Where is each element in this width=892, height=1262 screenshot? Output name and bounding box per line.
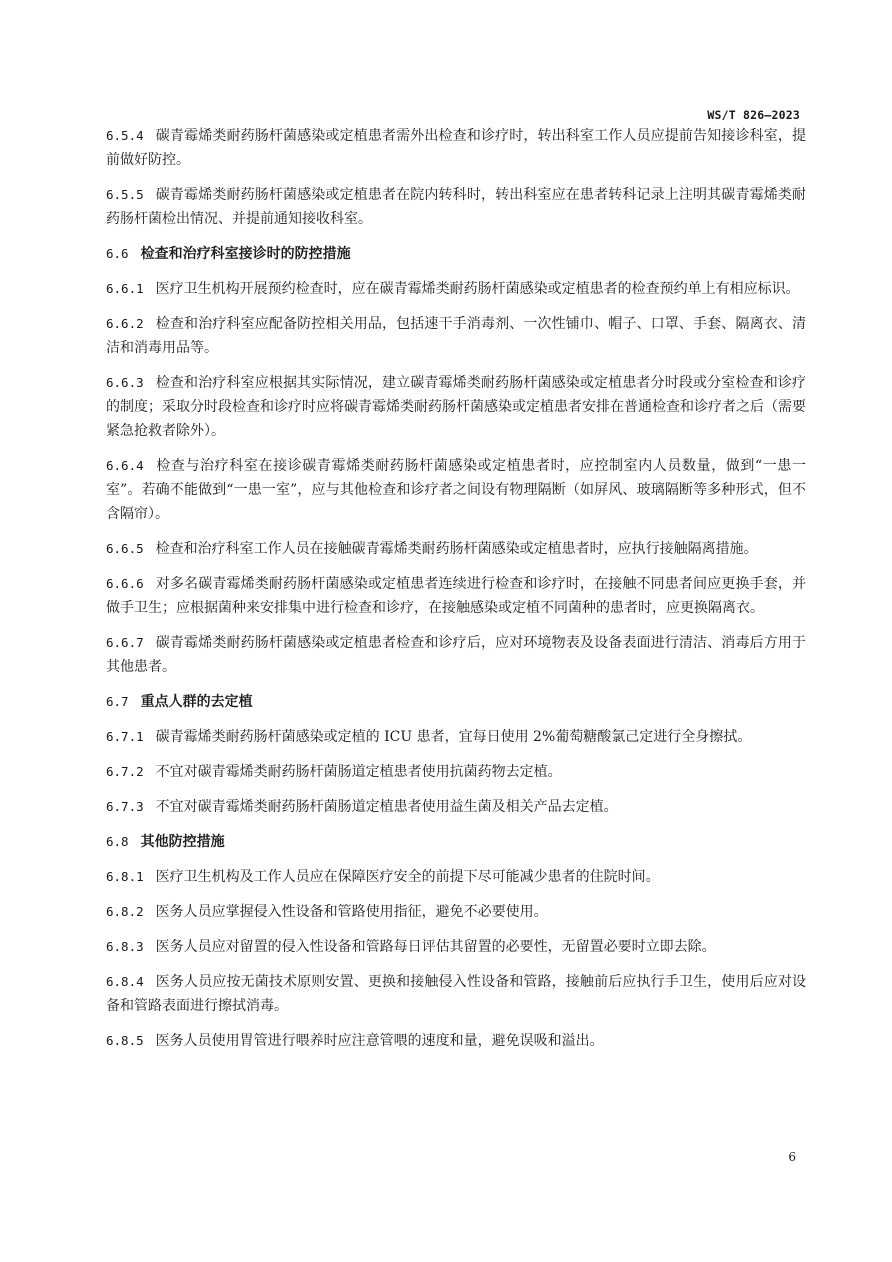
clause-number: 6.7.2 [106, 764, 144, 779]
standard-code: WS/T 826—2023 [707, 108, 800, 122]
clause-text: 碳青霉烯类耐药肠杆菌感染或定植患者在院内转科时，转出科室应在患者转科记录上注明其碳青霉烯类耐药肠杆菌检出情况、并提前通知接收科室。 [106, 187, 806, 227]
clause-number: 6.7.1 [106, 729, 144, 744]
clause-6-6-7 [106, 631, 806, 679]
clause-text: 医疗卫生机构及工作人员应在保障医疗安全的前提下尽可能减少患者的住院时间。 [155, 869, 660, 885]
clause-6-7-2 [106, 760, 806, 784]
clause-text: 检查和治疗科室工作人员在接触碳青霉烯类耐药肠杆菌感染或定植患者时，应执行接触隔离措施。 [155, 541, 758, 557]
clause-6-6-5 [106, 537, 806, 561]
clause-6-5-5 [106, 183, 806, 231]
clause-text: 医务人员应掌握侵入性设备和管路使用指征，避免不必要使用。 [155, 904, 548, 920]
clause-text: 检查与治疗科室在接诊碳青霉烯类耐药肠杆菌感染或定植患者时，应控制室内人员数量，做到“一患一室”。若确不能做到“一患一室”，应与其他检查和诊疗者之间设有物理隔断（如屏风、玻璃隔断等多种形式，但不含隔帘）。 [106, 458, 806, 522]
clause-text: 医务人员应按无菌技术原则安置、更换和接触侵入性设备和管路，接触前后应执行手卫生，使用后应对设备和管路表面进行擦拭消毒。 [106, 974, 806, 1014]
clause-number: 6.7.3 [106, 799, 144, 814]
clause-number: 6.6.4 [106, 458, 144, 473]
clause-text: 不宜对碳青霉烯类耐药肠杆菌肠道定植患者使用益生菌及相关产品去定植。 [155, 799, 618, 815]
section-heading-6-7 [106, 690, 806, 714]
clause-number: 6.8.1 [106, 869, 144, 884]
page-number: 6 [788, 1150, 796, 1164]
clause-number: 6.8.5 [106, 1033, 144, 1048]
clause-text: 医疗卫生机构开展预约检查时，应在碳青霉烯类耐药肠杆菌感染或定植患者的检查预约单上有相应标识。 [155, 281, 800, 297]
section-title: 重点人群的去定植 [140, 694, 253, 710]
clause-6-6-6 [106, 572, 806, 620]
clause-text: 不宜对碳青霉烯类耐药肠杆菌肠道定植患者使用抗菌药物去定植。 [155, 764, 562, 780]
clause-6-6-2 [106, 312, 806, 360]
clause-6-7-3 [106, 795, 806, 819]
clause-6-6-4 [106, 454, 806, 526]
clause-text: 检查和治疗科室应配备防控相关用品，包括速干手消毒剂、一次性铺巾、帽子、口罩、手套、隔离衣、清洁和消毒用品等。 [106, 316, 806, 356]
clause-number: 6.8.2 [106, 904, 144, 919]
clause-number: 6.6.2 [106, 316, 144, 331]
clause-number: 6.6.7 [106, 635, 144, 650]
clause-text: 医务人员应对留置的侵入性设备和管路每日评估其留置的必要性，无留置必要时立即去除。 [155, 939, 716, 955]
clause-number: 6.5.4 [106, 128, 144, 143]
clause-text: 对多名碳青霉烯类耐药肠杆菌感染或定植患者连续进行检查和诊疗时，在接触不同患者间应更换手套，并做手卫生；应根据菌种来安排集中进行检查和诊疗，在接触感染或定植不同菌种的患者时，应更换隔离衣。 [106, 576, 806, 616]
clause-6-6-3 [106, 371, 806, 443]
section-title: 其他防控措施 [140, 834, 225, 850]
clause-6-5-4 [106, 124, 806, 172]
clause-6-8-4 [106, 970, 806, 1018]
clause-text: 碳青霉烯类耐药肠杆菌感染或定植患者检查和诊疗后，应对环境物表及设备表面进行清洁、消毒后方用于其他患者。 [106, 635, 806, 675]
section-number: 6.7 [106, 694, 129, 709]
clause-6-8-1 [106, 865, 806, 889]
clause-number: 6.6.5 [106, 541, 144, 556]
clause-6-6-1 [106, 277, 806, 301]
clause-number: 6.8.3 [106, 939, 144, 954]
clause-text: 检查和治疗科室应根据其实际情况，建立碳青霉烯类耐药肠杆菌感染或定植患者分时段或分室检查和诊疗的制度；采取分时段检查和诊疗时应将碳青霉烯类耐药肠杆菌感染或定植患者安排在普通检查和诊疗者之后（需要紧急抢救者除外）。 [106, 375, 806, 439]
section-heading-6-8 [106, 830, 806, 854]
clause-number: 6.8.4 [106, 974, 144, 989]
clause-text: 碳青霉烯类耐药肠杆菌感染或定植患者需外出检查和诊疗时，转出科室工作人员应提前告知接诊科室，提前做好防控。 [106, 128, 806, 168]
clause-6-8-5 [106, 1029, 806, 1053]
section-heading-6-6 [106, 242, 806, 266]
clause-text: 医务人员使用胃管进行喂养时应注意管喂的速度和量，避免误吸和溢出。 [155, 1033, 604, 1049]
section-title: 检查和治疗科室接诊时的防控措施 [140, 246, 351, 262]
clause-text: 碳青霉烯类耐药肠杆菌感染或定植的 ICU 患者，宜每日使用 2%葡萄糖酸氯己定进行全身擦拭。 [155, 729, 752, 745]
document-body [106, 124, 806, 1064]
clause-number: 6.6.3 [106, 375, 144, 390]
clause-6-7-1 [106, 725, 806, 749]
section-number: 6.8 [106, 834, 129, 849]
clause-6-8-2 [106, 900, 806, 924]
clause-6-8-3 [106, 935, 806, 959]
clause-number: 6.6.1 [106, 281, 144, 296]
clause-number: 6.6.6 [106, 576, 144, 591]
section-number: 6.6 [106, 246, 129, 261]
clause-number: 6.5.5 [106, 187, 144, 202]
